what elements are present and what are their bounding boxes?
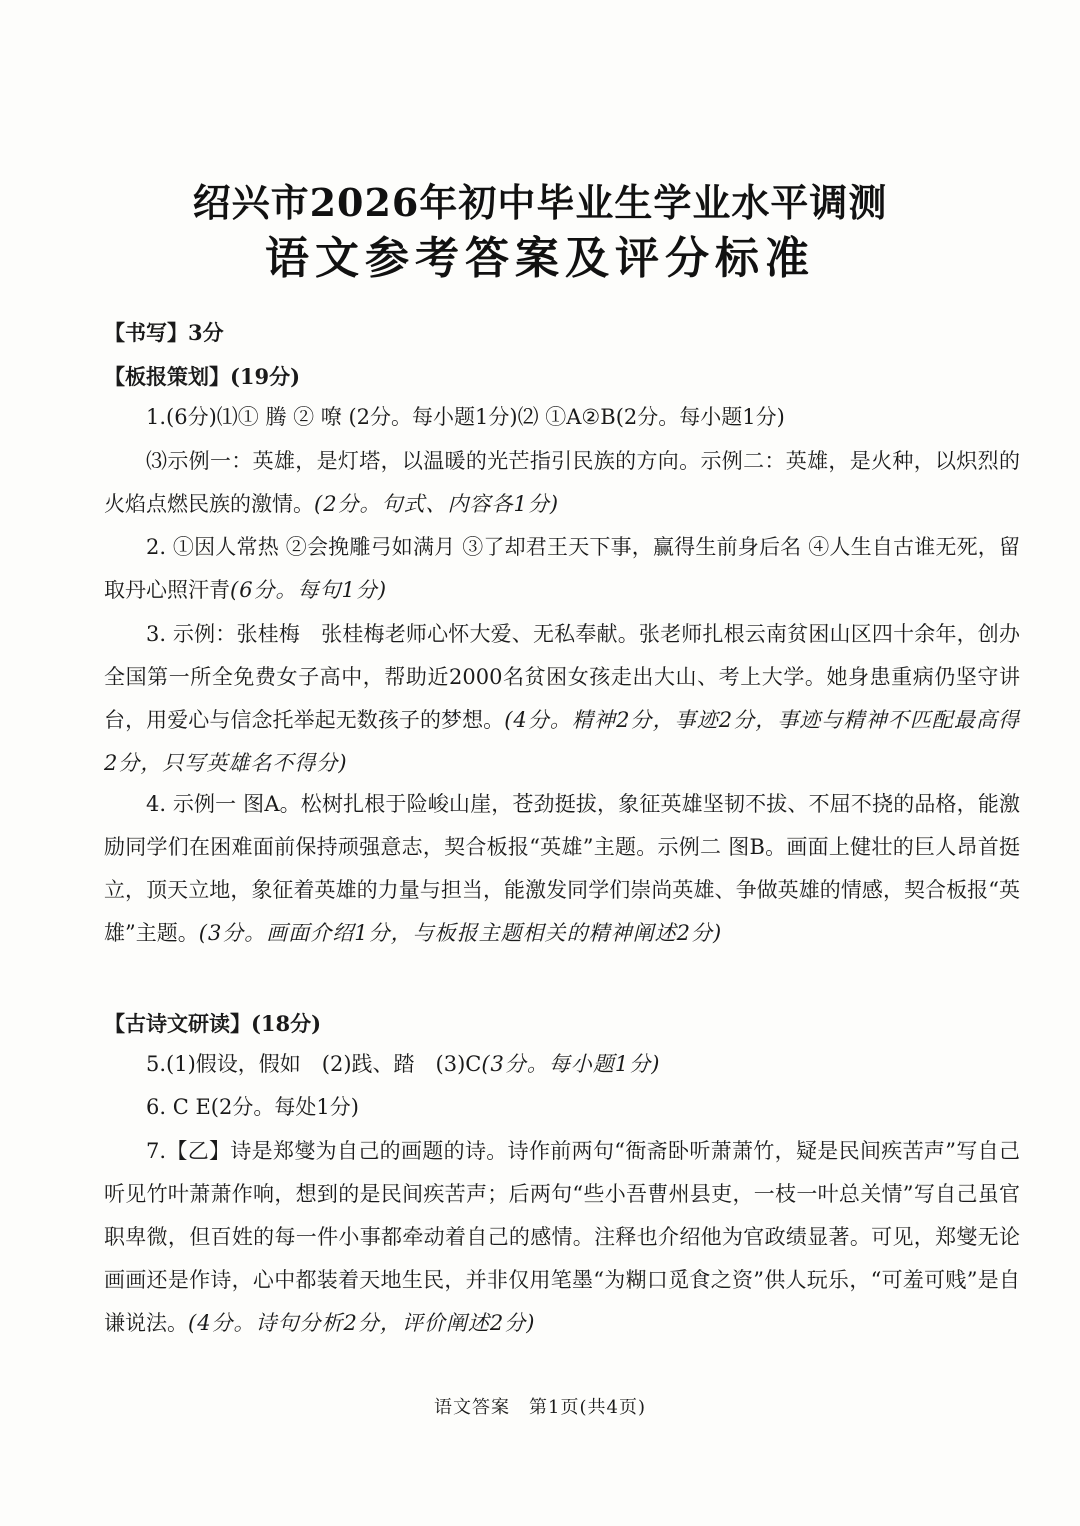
answer-q2-text: 2. ①因人常热 ②会挽雕弓如满月 ③了却君王天下事，赢得生前身后名 ④人生自古谁无死，留取丹心照汗青: [104, 535, 1020, 602]
answer-q7: [104, 1130, 1020, 1345]
answer-q3: [104, 613, 1020, 785]
answer-q1a-text: 1.(6分)⑴① 腾 ② 嘹 (2分。每小题1分)⑵ ①A②B(2分。每小题1分): [146, 405, 785, 429]
answer-q1a: [104, 396, 1020, 439]
section-writing: 【书写】3分: [104, 320, 224, 345]
answer-q4: [104, 783, 1020, 955]
doc-title: 绍兴市2026年初中毕业生学业水平调测: [192, 180, 888, 225]
doc-subtitle: 语文参考答案及评分标准: [265, 233, 815, 284]
answer-q7-note: (4分。诗句分析2分，评价阐述2分): [188, 1311, 536, 1335]
answer-q1b-note: (2分。句式、内容各1分): [314, 492, 560, 516]
answer-q1b-text: ⑶示例一：英雄，是灯塔，以温暖的光芒指引民族的方向。示例二：英雄，是火种，以炽烈的火焰点燃民族的激情。: [104, 449, 1020, 516]
section-board: 【板报策划】(19分): [104, 364, 301, 389]
answer-q4-text: 4. 示例一 图A。松树扎根于险峻山崖，苍劲挺拔，象征英雄坚韧不拔、不屈不挠的品格，能激励同学们在困难面前保持顽强意志，契合板报“英雄”主题。示例二 图B。画面上健壮的巨人昂首挺立，顶天立地，象征着英雄的力量与担当，能激发同学们崇尚英雄、争做英雄的情感，契合板报“英雄”主题。: [104, 792, 1020, 945]
answer-q5: [104, 1043, 1020, 1086]
answer-q3-text: 3. 示例：张桂梅 张桂梅老师心怀大爱、无私奉献。张老师扎根云南贫困山区四十余年，创办全国第一所全免费女子高中，帮助近2000名贫困女孩走出大山、考上大学。她身患重病仍坚守讲台，用爱心与信念托举起无数孩子的梦想。: [104, 622, 1020, 732]
section-poetry: 【古诗文研读】(18分): [104, 1011, 322, 1036]
answer-q5-note: (3分。每小题1分): [481, 1052, 661, 1076]
answer-q7-text: 7.【乙】诗是郑燮为自己的画题的诗。诗作前两句“衙斋卧听萧萧竹，疑是民间疾苦声”写自己听见竹叶萧萧作响，想到的是民间疾苦声；后两句“些小吾曹州县吏，一枝一叶总关情”写自己虽官职卑微，但百姓的每一件小事都牵动着自己的感情。注释也介绍他为官政绩显著。可见，郑燮无论画画还是作诗，心中都装着天地生民，并非仅用笔墨“为糊口觅食之资”供人玩乐，“可羞可贱”是自谦说法。: [104, 1139, 1020, 1335]
page-footer: 语文答案 第1页(共4页): [434, 1397, 646, 1418]
answer-q2-note: (6分。每句1分): [230, 578, 388, 602]
answer-q3-note: (4分。精神2分，事迹2分，事迹与精神不匹配最高得2分，只写英雄名不得分): [104, 708, 1020, 775]
answer-q4-note: (3分。画面介绍1分，与板报主题相关的精神阐述2分): [198, 921, 723, 945]
answer-q6: [104, 1086, 1020, 1129]
answer-q2: [104, 526, 1020, 612]
answer-q1b: [104, 440, 1020, 526]
answer-q6-text: 6. C E(2分。每处1分): [146, 1095, 359, 1119]
answer-q5-text: 5.(1)假设，假如 (2)践、踏 (3)C: [146, 1052, 482, 1076]
